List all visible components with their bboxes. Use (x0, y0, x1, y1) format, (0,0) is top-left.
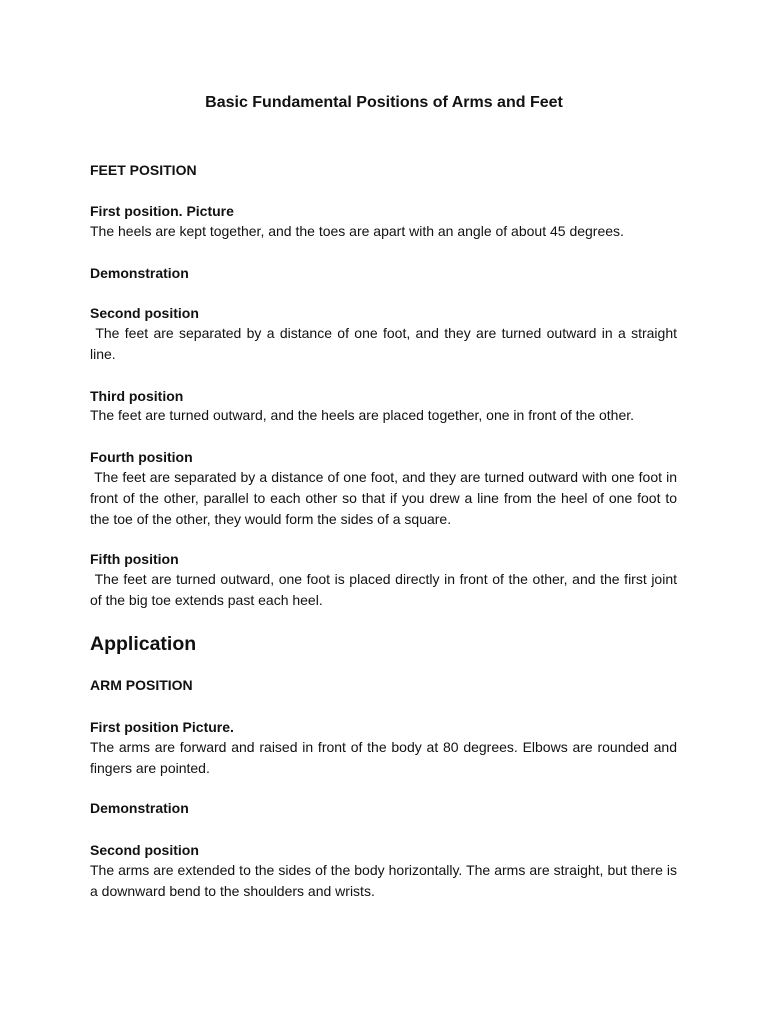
feet-second-position-label: Second position (90, 305, 199, 321)
feet-fifth-position-text: The feet are turned outward, one foot is placed directly in front of the other, and the first joint of the big toe extends past each heel. (90, 571, 681, 608)
arm-first-position-label: First position Picture. (90, 719, 234, 735)
feet-position-heading: FEET POSITION (90, 162, 197, 178)
arm-first-position-text: The arms are forward and raised in front of the body at 80 degrees. Elbows are rounded and fingers are pointed. (90, 739, 681, 776)
arm-second-position-text: The arms are extended to the sides of the body horizontally. The arms are straight, but there is a downward bend to the shoulders and wrists. (90, 862, 681, 899)
feet-third-position-text: The feet are turned outward, and the heels are placed together, one in front of the other. (90, 407, 635, 423)
document-title: Basic Fundamental Positions of Arms and Feet (205, 94, 563, 111)
feet-fourth-position-label: Fourth position (90, 449, 193, 465)
feet-demonstration-label: Demonstration (90, 265, 189, 281)
arm-second-position-label: Second position (90, 842, 199, 858)
feet-first-position-text: The heels are kept together, and the toes are apart with an angle of about 45 degrees. (90, 223, 624, 239)
application-heading: Application (90, 633, 197, 655)
feet-third-position-label: Third position (90, 388, 184, 404)
feet-first-position-label: First position. Picture (90, 203, 234, 219)
arm-demonstration-label: Demonstration (90, 800, 189, 816)
feet-second-position-text: The feet are separated by a distance of one foot, and they are turned outward in a straight line. (90, 325, 681, 362)
arm-position-heading: ARM POSITION (90, 677, 193, 693)
feet-fifth-position-label: Fifth position (90, 551, 179, 567)
feet-fourth-position-text: The feet are separated by a distance of one foot, and they are turned outward with one foot in front of the other, parallel to each other so that if you drew a line from the heel of one foot to the toe of the other, they would form the sides of a square. (90, 469, 681, 527)
